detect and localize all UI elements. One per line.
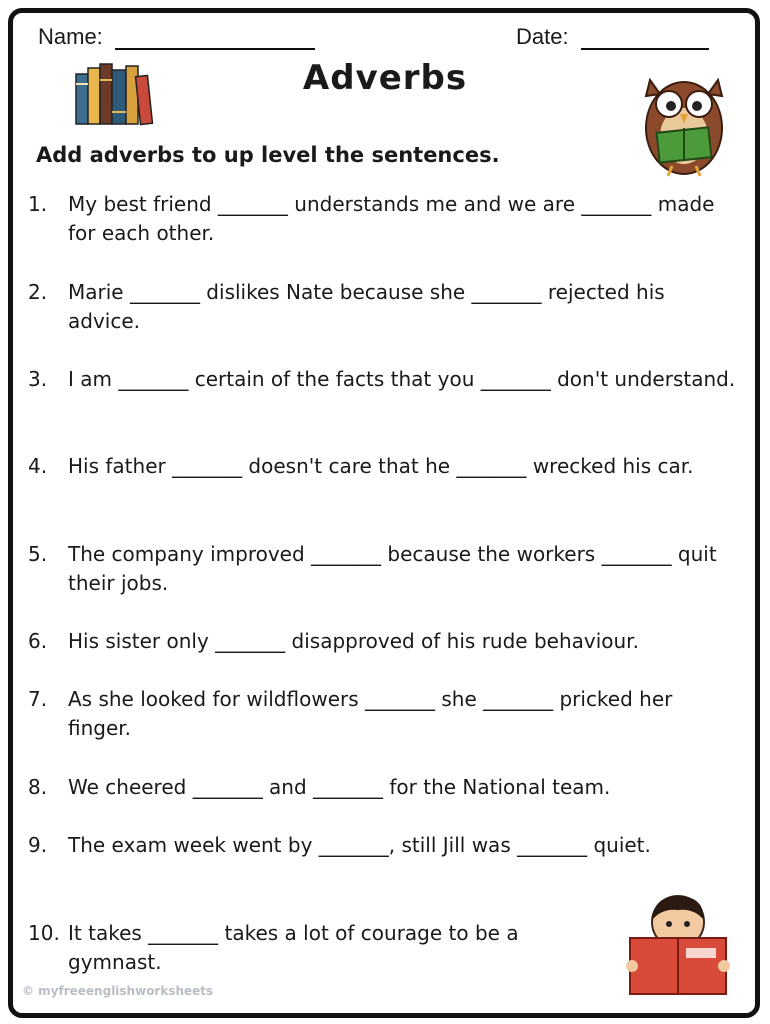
question-text: We cheered _______ and _______ for the National team.	[68, 775, 611, 799]
question-number: 4.	[28, 454, 48, 478]
question-text: As she looked for wildflowers _______ she _______ pricked her finger.	[68, 687, 673, 740]
question-text: I am _______ certain of the facts that you _______ don't understand.	[68, 367, 736, 391]
question-number: 1.	[28, 192, 48, 216]
question-number: 5.	[28, 542, 48, 566]
question-7	[28, 685, 738, 743]
books-icon	[74, 60, 154, 126]
question-1	[28, 190, 738, 248]
question-text: His sister only _______ disapproved of his rude behaviour.	[68, 629, 639, 653]
question-text: It takes _______ takes a lot of courage to be a gymnast.	[68, 921, 519, 974]
question-10	[28, 919, 588, 977]
question-number: 6.	[28, 629, 48, 653]
date-label: Date:	[516, 24, 569, 49]
question-text: Marie _______ dislikes Nate because she _______ rejected his advice.	[68, 280, 665, 333]
question-4	[28, 452, 738, 481]
owl-reading-icon	[636, 62, 732, 180]
question-text: My best friend _______ understands me and we are _______ made for each other.	[68, 192, 715, 245]
question-5	[28, 540, 738, 598]
question-text: The exam week went by _______, still Jill was _______ quiet.	[68, 833, 651, 857]
question-number: 10.	[28, 921, 60, 945]
instructions: Add adverbs to up level the sentences.	[36, 143, 500, 167]
question-2	[28, 278, 738, 336]
credit-text: © myfreeenglishworksheets	[22, 984, 214, 998]
kid-reading-icon	[624, 892, 732, 996]
question-number: 3.	[28, 367, 48, 391]
date-line[interactable]	[581, 30, 709, 50]
worksheet-title: Adverbs	[302, 58, 468, 98]
question-3	[28, 365, 738, 394]
name-line[interactable]	[115, 30, 315, 50]
question-9	[28, 831, 738, 860]
name-field[interactable]	[38, 24, 315, 50]
name-label: Name:	[38, 24, 103, 49]
question-text: The company improved _______ because the workers _______ quit their jobs.	[68, 542, 717, 595]
date-field[interactable]	[516, 24, 709, 50]
question-6	[28, 627, 738, 656]
question-number: 8.	[28, 775, 48, 799]
question-number: 7.	[28, 687, 48, 711]
question-text: His father _______ doesn't care that he _______ wrecked his car.	[68, 454, 694, 478]
question-8	[28, 773, 738, 802]
question-number: 9.	[28, 833, 48, 857]
question-number: 2.	[28, 280, 48, 304]
